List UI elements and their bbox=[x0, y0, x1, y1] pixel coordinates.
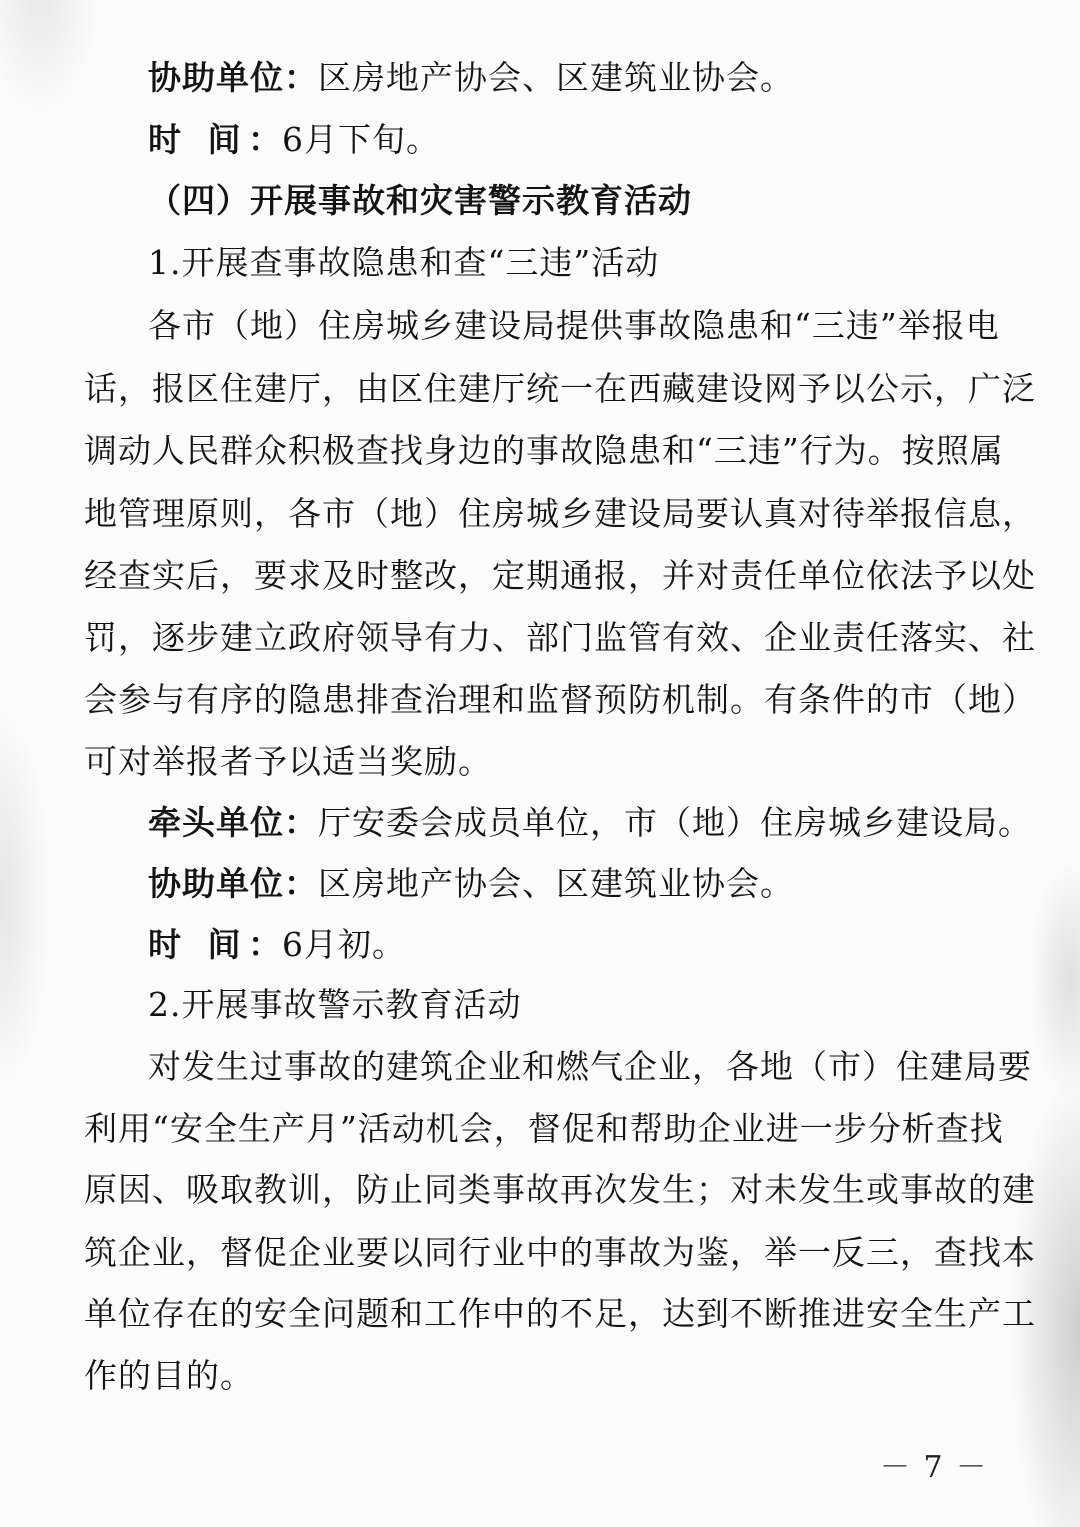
assist-unit-value: 区房地产协会、区建筑业协会。 bbox=[318, 864, 794, 903]
assist-unit-line-1 bbox=[148, 58, 794, 98]
item2-para-line: 对发生过事故的建筑企业和燃气企业，各地（市）住建局要 bbox=[148, 1047, 1032, 1086]
item1-para-line: 调动人民群众积极查找身边的事故隐患和“三违”行为。按照属 bbox=[84, 431, 1004, 470]
item1-para-line: 经查实后，要求及时整改，定期通报，并对责任单位依法予以处 bbox=[84, 556, 1036, 595]
item2-para-line: 利用“安全生产月”活动机会，督促和帮助企业进一步分析查找 bbox=[84, 1109, 1004, 1148]
lead-unit-label: 牵头单位： bbox=[148, 803, 318, 842]
assist-unit-value: 区房地产协会、区建筑业协会。 bbox=[318, 58, 794, 97]
item2-para-line: 单位存在的安全问题和工作中的不足，达到不断推进安全生产工 bbox=[84, 1294, 1036, 1333]
item2-para-line: 原因、吸取教训，防止同类事故再次发生；对未发生或事故的建 bbox=[84, 1170, 1036, 1209]
time-label: 时 间： bbox=[148, 120, 282, 159]
time-value: 6月下旬。 bbox=[282, 120, 440, 159]
item1-para-line: 会参与有序的隐患排查治理和监督预防机制。有条件的市（地） bbox=[84, 680, 1036, 719]
assist-unit-label: 协助单位： bbox=[148, 58, 318, 97]
item1-title: 1.开展查事故隐患和查“三违”活动 bbox=[148, 243, 660, 282]
time-line-1 bbox=[148, 120, 440, 160]
item1-para-line: 可对举报者予以适当奖励。 bbox=[84, 742, 492, 781]
lead-unit-value: 厅安委会成员单位，市（地）住房城乡建设局。 bbox=[318, 803, 1032, 842]
section-heading: （四）开展事故和灾害警示教育活动 bbox=[148, 181, 692, 220]
time-line-2 bbox=[148, 925, 406, 965]
lead-unit-line bbox=[148, 803, 1032, 843]
assist-unit-label: 协助单位： bbox=[148, 864, 318, 903]
page-number: － 7 － bbox=[880, 1450, 989, 1485]
assist-unit-line-2 bbox=[148, 864, 794, 904]
item2-para-line: 筑企业，督促企业要以同行业中的事故为鉴，举一反三，查找本 bbox=[84, 1233, 1036, 1272]
item2-title: 2.开展事故警示教育活动 bbox=[148, 985, 522, 1024]
item1-para-line: 地管理原则，各市（地）住房城乡建设局要认真对待举报信息， bbox=[84, 494, 1036, 533]
time-label: 时 间： bbox=[148, 925, 282, 964]
time-value: 6月初。 bbox=[282, 925, 406, 964]
item1-para-line: 各市（地）住房城乡建设局提供事故隐患和“三违”举报电 bbox=[148, 306, 1000, 345]
item1-para-line: 罚，逐步建立政府领导有力、部门监管有效、企业责任落实、社 bbox=[84, 618, 1036, 657]
item2-para-line: 作的目的。 bbox=[84, 1356, 254, 1395]
item1-para-line: 话，报区住建厅，由区住建厅统一在西藏建设网予以公示，广泛 bbox=[84, 369, 1036, 408]
